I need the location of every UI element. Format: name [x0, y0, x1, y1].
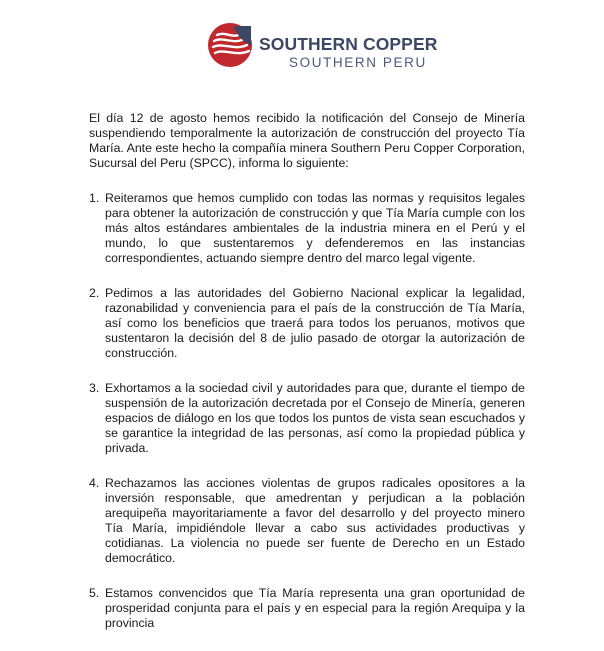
southern-copper-logo-icon [207, 22, 253, 68]
list-item-number: 3. [89, 381, 100, 395]
list-item-number: 4. [89, 476, 100, 490]
list-item-number: 1. [89, 191, 100, 205]
list-item [89, 586, 525, 631]
list-item-text: Reiteramos que hemos cumplido con todas las normas y requisitos legales para obtener la autorización de construcción y que Tía María cumple con los más altos estándares ambientales de la industria minera en el Perú y el mundo, lo que sustentaremos y defenderemos en las instancias correspondientes, actuando siempre dentro del marco legal vigente. [105, 191, 525, 265]
intro-paragraph: El día 12 de agosto hemos recibido la notificación del Consejo de Minería suspendiendo temporalmente la autorización de construcción del proyecto Tía María. Ante este hecho la compañía minera Southern Peru Copper Corporation, Sucursal del Peru (SPCC), informa lo siguiente: [89, 111, 525, 170]
list-item [89, 476, 525, 566]
list-item-text: Exhortamos a la sociedad civil y autoridades para que, durante el tiempo de suspensión de la autorización decretada por el Consejo de Minería, generen espacios de diálogo en los que todos los puntos de vista sean escuchados y se garantice la integridad de las personas, así como la propiedad pública y privada. [105, 381, 525, 455]
list-item-text: Estamos convencidos que Tía María representa una gran oportunidad de prosperidad conjunta para el país y en especial para la región Arequipa y la provincia [105, 586, 525, 630]
list-item-text: Rechazamos las acciones violentas de grupos radicales opositores a la inversión responsable, que amedrentan y perjudican a la población arequipeña mayoritariamente a favor del desarrollo y del proyecto minero Tía María, impidiéndole llevar a cabo sus actividades productivas y cotidianas. La violencia no puede ser fuente de Derecho en un Estado democrático. [105, 476, 525, 565]
company-name: SOUTHERN COPPER [259, 34, 438, 54]
company-subsidiary: SOUTHERN PERU [289, 55, 427, 70]
statement-body [89, 111, 525, 651]
list-item-number: 2. [89, 286, 100, 300]
list-item-text: Pedimos a las autoridades del Gobierno Nacional explicar la legalidad, razonabilidad y conveniencia para el país de la construcción de Tía María, así como los beneficios que traerá para todos los peruanos, motivos que sustentaron la decisión del 8 de julio pasado de otorgar la autorización de construcción. [105, 286, 525, 360]
statement-list [89, 191, 525, 631]
list-item [89, 191, 525, 266]
list-item-number: 5. [89, 586, 100, 600]
letterhead [207, 22, 447, 72]
list-item [89, 381, 525, 456]
list-item [89, 286, 525, 361]
